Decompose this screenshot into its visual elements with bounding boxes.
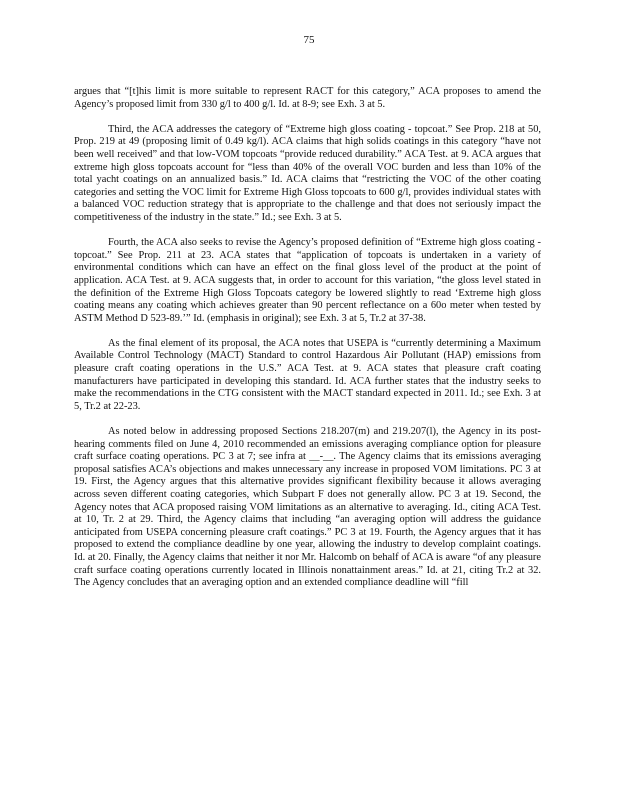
- paragraph-third-extreme-high-gloss: Third, the ACA addresses the category of “Extreme high gloss coating - topcoat.” See Prop. 218 at 50, Prop. 219 at 49 (proposing limit of 0.49 kg/l). ACA claims that high solids coatings in this category “have not been well received” and that low-VOM topcoats “provide reduced durability.” ACA Test. at 9. ACA argues that extreme high gloss topcoats account for “less than 40% of the overall VOC burden and less than 10% of the total yacht coatings on an annualized basis.” Id. ACA claims that “restricting the VOC of the other coating categories and setting the VOC limit for Extreme High Gloss topcoats to 600 g/l, provides individual states with a balanced VOC reduction strategy that is appropriate to the challenge and that does not seriously impact the competitiveness of the industry in the state.” Id.; see Exh. 3 at 5.: [74, 123, 541, 223]
- paragraph-fourth-definition: Fourth, the ACA also seeks to revise the Agency’s proposed definition of “Extreme high gloss coating - topcoat.” See Prop. 211 at 23. ACA states that “application of topcoats is undertaken in a variety of environmental conditions which can have an effect on the final gloss level of the product at the point of application. ACA Test. at 9. ACA suggests that, in order to account for this variation, “the gloss level stated in the definition of the Extreme High Gloss Topcoats category be lowered slightly to read ‘Extreme high gloss coating means any coating which achieves greater than 90 percent reflectance on a 60o meter when tested by ASTM Method D 523-89.’” Id. (emphasis in original); see Exh. 3 at 5, Tr.2 at 37-38.: [74, 237, 541, 324]
- page-number: 75: [303, 34, 315, 46]
- paragraph-mact-standard: As the final element of its proposal, the ACA notes that USEPA is “currently determining a Maximum Available Control Technology (MACT) Standard to control Hazardous Air Pollutant (HAP) emissions from pleasure craft coating operations in the U.S.” ACA Test. at 9. ACA states that pleasure craft coating manufacturers have participated in developing this standard. Id. ACA further states that the industry seeks to make the recommendations in the CTG consistent with the MACT standard expected in 2011. Id.; see Exh. 3 at 5, Tr.2 at 22-23.: [74, 337, 541, 412]
- paragraph-continued: argues that “[t]his limit is more suitable to represent RACT for this category,” ACA proposes to amend the Agency’s proposed limit from 330 g/l to 400 g/l. Id. at 8-9; see Exh. 3 at 5.: [74, 86, 541, 110]
- page-body: [74, 86, 541, 590]
- paragraph-emissions-averaging: As noted below in addressing proposed Sections 218.207(m) and 219.207(l), the Agency in its post-hearing comments filed on June 4, 2010 recommended an emissions averaging compliance option for pleasure craft surface coating operations. PC 3 at 7; see infra at __-__. The Agency claims that its emissions averaging proposal satisfies ACA’s objections and makes unnecessary any increase in proposed VOM limitations. PC 3 at 19. First, the Agency argues that this alternative provides significant flexibility because it allows averaging across seven different coating categories, which Subpart F does not generally allow. PC 3 at 19. Second, the Agency notes that ACA proposed raising VOM limitations as an alternative to averaging. Id., citing ACA Test. at 10, Tr. 2 at 29. Third, the Agency claims that including “an averaging option will address the guidance anticipated from USEPA concerning pleasure craft coatings.” PC 3 at 19. Fourth, the Agency argues that it has proposed to extend the compliance deadline by one year, allowing the industry to develop complaint coatings. Id. at 20. Finally, the Agency claims that neither it nor Mr. Halcomb on behalf of ACA is aware “of any pleasure craft surface coating operations currently located in Illinois nonattainment areas.” Id. at 21, citing Tr.2 at 32. The Agency concludes that an averaging option and an extended compliance deadline will “fill: [74, 426, 541, 589]
